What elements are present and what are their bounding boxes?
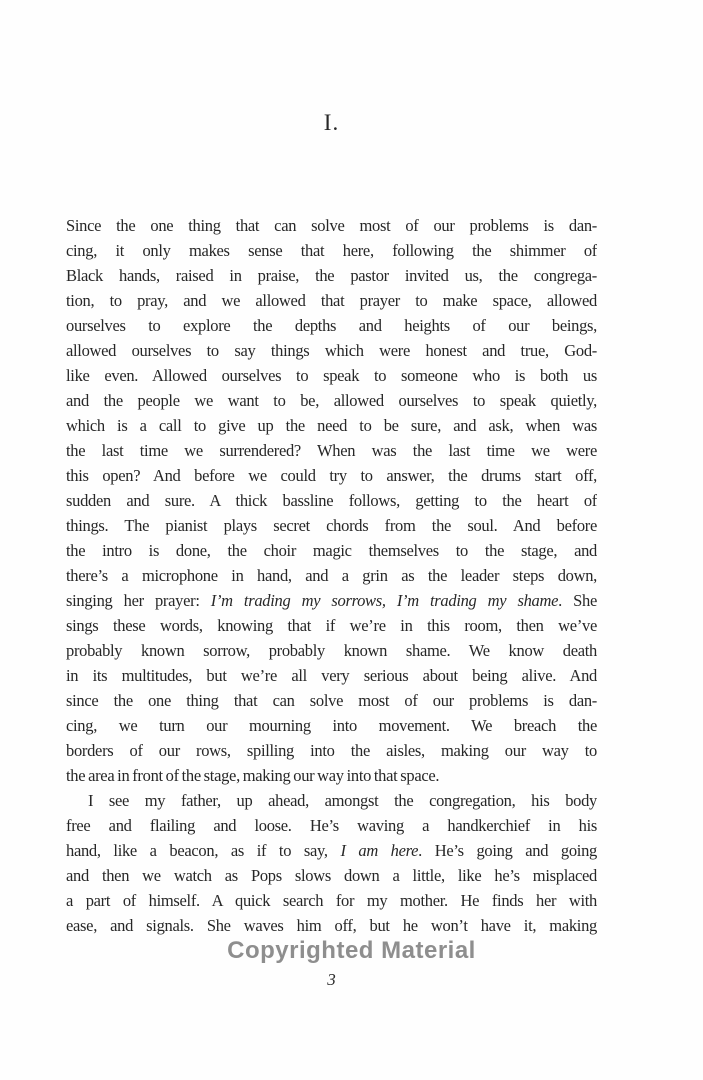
text-line: the last time we surrendered? When was the last time we were xyxy=(66,441,597,460)
text-line: cing, it only makes sense that here, following the shimmer of xyxy=(66,241,597,260)
text-line: this open? And before we could try to answer, the drums start off, xyxy=(66,466,597,485)
text-line: ease, and signals. She waves him off, but he won’t have it, making xyxy=(66,916,597,935)
text-line: the area in front of the stage, making our way into that space. xyxy=(66,766,440,785)
page-body xyxy=(66,213,597,938)
page-number: 3 xyxy=(327,970,336,989)
text-line: sudden and sure. A thick bassline follows, getting to the heart of xyxy=(66,491,597,510)
text-line: like even. Allowed ourselves to speak to someone who is both us xyxy=(66,366,597,385)
text-line: and the people we want to be, allowed ourselves to speak quietly, xyxy=(66,391,597,410)
text-line: in its multitudes, but we’re all very serious about being alive. And xyxy=(66,666,597,685)
copyright-watermark: Copyrighted Material xyxy=(227,937,476,964)
text-line: there’s a microphone in hand, and a grin as the leader steps down, xyxy=(66,566,597,585)
text-line: probably known sorrow, probably known shame. We know death xyxy=(66,641,597,660)
text-line: which is a call to give up the need to be sure, and ask, when was xyxy=(66,416,597,435)
text-line: ourselves to explore the depths and heights of our beings, xyxy=(66,316,597,335)
text-line: singing her prayer: I’m trading my sorrows, I’m trading my shame. She xyxy=(66,591,597,610)
text-line: sings these words, knowing that if we’re in this room, then we’ve xyxy=(66,616,597,635)
text-line: cing, we turn our mourning into movement. We breach the xyxy=(66,716,597,735)
text-line: Since the one thing that can solve most of our problems is dan- xyxy=(66,216,597,235)
text-line: things. The pianist plays secret chords from the soul. And before xyxy=(66,516,597,535)
text-line: Black hands, raised in praise, the pastor invited us, the congrega- xyxy=(66,266,597,285)
text-line: free and flailing and loose. He’s waving a handkerchief in his xyxy=(66,816,597,835)
text-line: the intro is done, the choir magic themselves to the stage, and xyxy=(66,541,597,560)
text-line: and then we watch as Pops slows down a little, like he’s misplaced xyxy=(66,866,597,885)
text-line: a part of himself. A quick search for my mother. He finds her with xyxy=(66,891,597,910)
text-line: tion, to pray, and we allowed that prayer to make space, allowed xyxy=(66,291,597,310)
text-line: allowed ourselves to say things which were honest and true, God- xyxy=(66,341,597,360)
text-line: borders of our rows, spilling into the aisles, making our way to xyxy=(66,741,597,760)
section-heading: I. xyxy=(323,110,340,135)
text-line: hand, like a beacon, as if to say, I am here. He’s going and going xyxy=(66,841,597,860)
text-line: since the one thing that can solve most of our problems is dan- xyxy=(66,691,597,710)
text-line: I see my father, up ahead, amongst the congregation, his body xyxy=(88,791,597,810)
